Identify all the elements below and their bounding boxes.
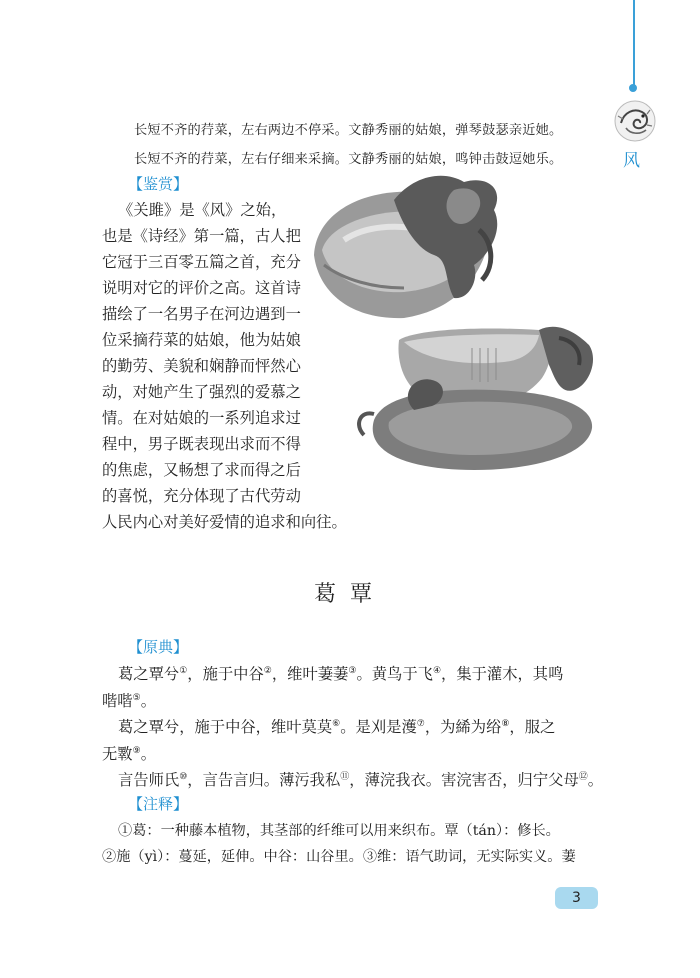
appreciation-line: 程中，男子既表现出求而不得 bbox=[102, 435, 301, 453]
original-paragraph-2: 葛之覃兮，施于中谷，维叶莫莫⑥。是刈是濩⑦，为絺为绤⑧，服之 bbox=[118, 718, 556, 736]
appreciation-heading: 【鉴赏】 bbox=[128, 175, 189, 193]
translation-line-1: 长短不齐的荇菜，左右两边不停采。文静秀丽的姑娘，弹琴鼓瑟亲近她。 bbox=[134, 123, 563, 138]
margin-rule bbox=[633, 0, 635, 86]
appreciation-line: 它冠于三百零五篇之首，充分 bbox=[102, 253, 301, 271]
appreciation-line: 描绘了一名男子在河边遇到一 bbox=[102, 305, 301, 323]
notes-heading: 【注释】 bbox=[128, 795, 189, 813]
jade-vessel-photo bbox=[304, 170, 600, 482]
poem-title: 葛覃 bbox=[313, 582, 386, 607]
appreciation-line: 的勤劳、美貌和娴静而怦然心 bbox=[102, 357, 301, 375]
appreciation-line: 的喜悦，充分体现了古代劳动 bbox=[102, 487, 301, 505]
original-paragraph-3: 言告师氏⑩，言告言归。薄污我私⑪，薄浣我衣。害浣害否，归宁父母⑫。 bbox=[118, 771, 604, 789]
appreciation-line: 动，对她产生了强烈的爱慕之 bbox=[102, 383, 301, 401]
original-paragraph-1: 葛之覃兮①，施于中谷②，维叶萋萋③。黄鸟于飞④，集于灌木，其鸣 bbox=[118, 665, 564, 683]
appreciation-line: 位采摘荇菜的姑娘，他为姑娘 bbox=[102, 331, 301, 349]
original-paragraph-2-cont: 无斁⑨。 bbox=[102, 745, 156, 763]
page-number: 3 bbox=[555, 887, 598, 909]
margin-rule-dot bbox=[629, 84, 637, 92]
original-heading: 【原典】 bbox=[128, 638, 189, 656]
original-paragraph-1-cont: 喈喈⑤。 bbox=[102, 692, 156, 710]
note-line-2: ②施（yì）：蔓延，延伸。中谷：山谷里。③维：语气助词，无实际实义。萋 bbox=[102, 849, 576, 865]
translation-line-2: 长短不齐的荇菜，左右仔细来采摘。文静秀丽的姑娘，鸣钟击鼓逗她乐。 bbox=[134, 152, 563, 167]
appreciation-line: 《关雎》是《风》之始， bbox=[118, 201, 287, 219]
section-tag: 风 bbox=[623, 151, 640, 171]
note-line-1: ①葛：一种藤本植物，其茎部的纤维可以用来织布。覃（tán）：修长。 bbox=[118, 823, 560, 839]
appreciation-line: 的焦虑，又畅想了求而得之后 bbox=[102, 461, 301, 479]
dragon-emblem-icon bbox=[612, 98, 658, 144]
appreciation-line: 也是《诗经》第一篇，古人把 bbox=[102, 227, 301, 245]
appreciation-line: 说明对它的评价之高。这首诗 bbox=[102, 279, 301, 297]
appreciation-last-line: 人民内心对美好爱情的追求和向往。 bbox=[102, 513, 347, 531]
appreciation-line: 情。在对姑娘的一系列追求过 bbox=[102, 409, 301, 427]
